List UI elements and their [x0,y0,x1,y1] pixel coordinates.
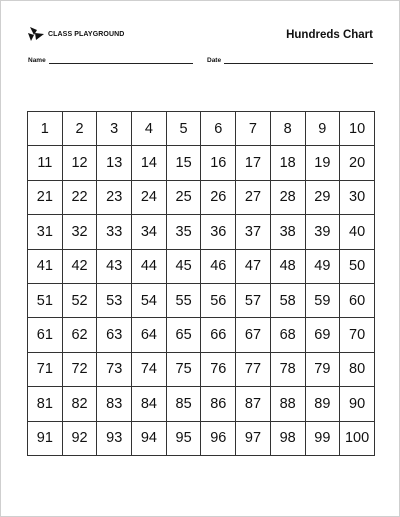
grid-cell: 4 [132,112,167,146]
grid-cell: 95 [166,421,201,455]
grid-cell: 81 [28,387,63,421]
grid-cell: 75 [166,352,201,386]
grid-cell: 10 [340,112,375,146]
grid-cell: 67 [236,318,271,352]
grid-cell: 71 [28,352,63,386]
grid-row [28,112,375,146]
grid-cell: 19 [305,146,340,180]
grid-cell: 64 [132,318,167,352]
grid-cell: 88 [270,387,305,421]
grid-cell: 5 [166,112,201,146]
grid-cell: 83 [97,387,132,421]
grid-cell: 47 [236,249,271,283]
grid-row [28,249,375,283]
grid-cell: 30 [340,180,375,214]
grid-cell: 18 [270,146,305,180]
name-field[interactable] [28,56,193,64]
grid-cell: 100 [340,421,375,455]
grid-cell: 74 [132,352,167,386]
grid-cell: 22 [62,180,97,214]
grid-cell: 69 [305,318,340,352]
grid-row [28,387,375,421]
grid-cell: 43 [97,249,132,283]
grid-cell: 29 [305,180,340,214]
grid-cell: 28 [270,180,305,214]
name-label: Name [28,57,46,64]
grid-cell: 60 [340,283,375,317]
hundreds-chart-grid [27,111,375,456]
grid-row [28,318,375,352]
grid-cell: 89 [305,387,340,421]
grid-cell: 54 [132,283,167,317]
grid-cell: 58 [270,283,305,317]
grid-cell: 24 [132,180,167,214]
grid-cell: 90 [340,387,375,421]
grid-cell: 80 [340,352,375,386]
grid-cell: 82 [62,387,97,421]
grid-cell: 76 [201,352,236,386]
grid-cell: 65 [166,318,201,352]
grid-cell: 32 [62,215,97,249]
grid-cell: 73 [97,352,132,386]
grid-cell: 16 [201,146,236,180]
grid-cell: 66 [201,318,236,352]
brand-name: CLASS PLAYGROUND [48,30,125,38]
grid-row [28,283,375,317]
grid-cell: 45 [166,249,201,283]
grid-cell: 70 [340,318,375,352]
grid-cell: 38 [270,215,305,249]
grid-cell: 86 [201,387,236,421]
grid-cell: 20 [340,146,375,180]
grid-cell: 17 [236,146,271,180]
grid-cell: 53 [97,283,132,317]
grid-row [28,421,375,455]
grid-cell: 8 [270,112,305,146]
grid-cell: 40 [340,215,375,249]
grid-cell: 94 [132,421,167,455]
grid-cell: 14 [132,146,167,180]
grid-cell: 61 [28,318,63,352]
grid-cell: 6 [201,112,236,146]
grid-row [28,146,375,180]
grid-cell: 52 [62,283,97,317]
grid-cell: 37 [236,215,271,249]
grid-cell: 48 [270,249,305,283]
grid-cell: 42 [62,249,97,283]
grid-cell: 93 [97,421,132,455]
grid-cell: 49 [305,249,340,283]
date-field[interactable] [207,56,373,64]
grid-cell: 68 [270,318,305,352]
grid-cell: 62 [62,318,97,352]
grid-row [28,215,375,249]
grid-cell: 7 [236,112,271,146]
grid-cell: 44 [132,249,167,283]
grid-row [28,180,375,214]
grid-cell: 11 [28,146,63,180]
grid-cell: 23 [97,180,132,214]
grid-cell: 12 [62,146,97,180]
grid-cell: 87 [236,387,271,421]
grid-cell: 3 [97,112,132,146]
grid-cell: 33 [97,215,132,249]
grid-cell: 59 [305,283,340,317]
grid-cell: 78 [270,352,305,386]
grid-cell: 35 [166,215,201,249]
grid-cell: 92 [62,421,97,455]
grid-cell: 77 [236,352,271,386]
grid-cell: 41 [28,249,63,283]
grid-cell: 99 [305,421,340,455]
grid-cell: 36 [201,215,236,249]
grid-cell: 34 [132,215,167,249]
grid-cell: 1 [28,112,63,146]
grid-cell: 25 [166,180,201,214]
grid-cell: 98 [270,421,305,455]
grid-cell: 97 [236,421,271,455]
grid-cell: 63 [97,318,132,352]
grid-cell: 96 [201,421,236,455]
class-playground-logo-icon [28,27,44,41]
grid-cell: 9 [305,112,340,146]
grid-cell: 39 [305,215,340,249]
grid-cell: 27 [236,180,271,214]
grid-cell: 13 [97,146,132,180]
grid-cell: 56 [201,283,236,317]
grid-cell: 50 [340,249,375,283]
grid-cell: 21 [28,180,63,214]
grid-cell: 55 [166,283,201,317]
grid-cell: 72 [62,352,97,386]
grid-cell: 15 [166,146,201,180]
grid-cell: 91 [28,421,63,455]
name-line[interactable] [49,56,193,64]
grid-cell: 79 [305,352,340,386]
grid-cell: 51 [28,283,63,317]
grid-cell: 57 [236,283,271,317]
page-title: Hundreds Chart [286,29,373,41]
grid-cell: 26 [201,180,236,214]
date-label: Date [207,57,222,64]
grid-cell: 84 [132,387,167,421]
date-line[interactable] [224,56,373,64]
grid-cell: 85 [166,387,201,421]
grid-row [28,352,375,386]
brand-logo [28,27,124,41]
grid-cell: 46 [201,249,236,283]
grid-cell: 2 [62,112,97,146]
grid-cell: 31 [28,215,63,249]
